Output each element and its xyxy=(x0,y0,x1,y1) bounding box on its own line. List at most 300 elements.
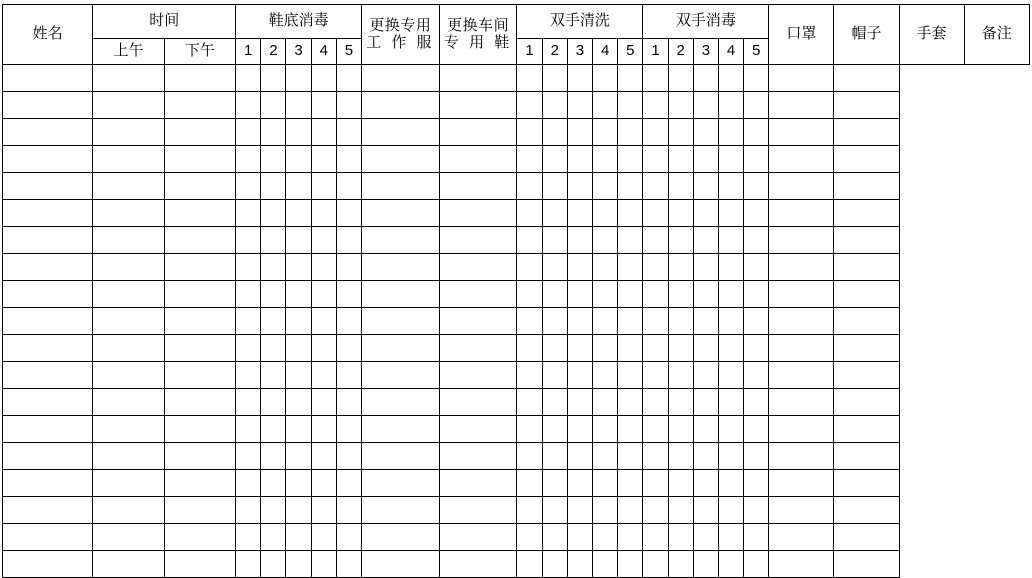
table-cell[interactable] xyxy=(693,389,718,416)
table-cell[interactable] xyxy=(643,146,668,173)
table-cell[interactable] xyxy=(517,281,542,308)
table-cell[interactable] xyxy=(3,119,93,146)
table-cell[interactable] xyxy=(693,65,718,92)
table-cell[interactable] xyxy=(93,470,164,497)
table-cell[interactable] xyxy=(517,308,542,335)
table-cell[interactable] xyxy=(517,551,542,578)
table-cell[interactable] xyxy=(336,146,361,173)
table-cell[interactable] xyxy=(567,335,592,362)
table-cell[interactable] xyxy=(311,497,336,524)
table-cell[interactable] xyxy=(236,524,261,551)
table-cell[interactable] xyxy=(164,551,235,578)
table-cell[interactable] xyxy=(593,389,618,416)
table-cell[interactable] xyxy=(311,308,336,335)
table-cell[interactable] xyxy=(439,362,517,389)
table-cell[interactable] xyxy=(286,227,311,254)
table-cell[interactable] xyxy=(236,362,261,389)
table-cell[interactable] xyxy=(164,497,235,524)
table-cell[interactable] xyxy=(668,119,693,146)
table-cell[interactable] xyxy=(593,200,618,227)
table-cell[interactable] xyxy=(618,335,643,362)
table-cell[interactable] xyxy=(744,497,769,524)
table-cell[interactable] xyxy=(93,524,164,551)
table-cell[interactable] xyxy=(693,200,718,227)
table-cell[interactable] xyxy=(261,254,286,281)
table-cell[interactable] xyxy=(439,470,517,497)
table-cell[interactable] xyxy=(164,524,235,551)
table-cell[interactable] xyxy=(93,551,164,578)
table-cell[interactable] xyxy=(236,551,261,578)
table-cell[interactable] xyxy=(311,146,336,173)
table-cell[interactable] xyxy=(744,335,769,362)
table-cell[interactable] xyxy=(439,416,517,443)
table-cell[interactable] xyxy=(618,65,643,92)
table-cell[interactable] xyxy=(517,335,542,362)
table-cell[interactable] xyxy=(542,443,567,470)
table-cell[interactable] xyxy=(769,146,834,173)
table-cell[interactable] xyxy=(769,173,834,200)
table-cell[interactable] xyxy=(769,335,834,362)
table-cell[interactable] xyxy=(286,524,311,551)
table-cell[interactable] xyxy=(618,362,643,389)
table-cell[interactable] xyxy=(744,281,769,308)
table-cell[interactable] xyxy=(164,389,235,416)
table-cell[interactable] xyxy=(769,551,834,578)
table-cell[interactable] xyxy=(769,389,834,416)
table-cell[interactable] xyxy=(834,416,899,443)
table-cell[interactable] xyxy=(236,254,261,281)
table-cell[interactable] xyxy=(693,443,718,470)
table-cell[interactable] xyxy=(3,65,93,92)
table-cell[interactable] xyxy=(164,146,235,173)
table-cell[interactable] xyxy=(542,335,567,362)
table-cell[interactable] xyxy=(718,497,743,524)
table-cell[interactable] xyxy=(261,200,286,227)
table-cell[interactable] xyxy=(362,119,440,146)
table-cell[interactable] xyxy=(542,173,567,200)
table-cell[interactable] xyxy=(517,65,542,92)
table-cell[interactable] xyxy=(3,335,93,362)
table-cell[interactable] xyxy=(567,389,592,416)
table-cell[interactable] xyxy=(542,497,567,524)
table-cell[interactable] xyxy=(336,470,361,497)
table-cell[interactable] xyxy=(336,65,361,92)
table-cell[interactable] xyxy=(3,146,93,173)
table-cell[interactable] xyxy=(336,308,361,335)
table-cell[interactable] xyxy=(744,119,769,146)
table-cell[interactable] xyxy=(286,146,311,173)
table-cell[interactable] xyxy=(567,551,592,578)
table-cell[interactable] xyxy=(744,470,769,497)
table-cell[interactable] xyxy=(618,416,643,443)
table-cell[interactable] xyxy=(164,335,235,362)
table-cell[interactable] xyxy=(164,92,235,119)
table-row[interactable] xyxy=(3,200,1030,227)
table-cell[interactable] xyxy=(236,389,261,416)
table-cell[interactable] xyxy=(834,443,899,470)
table-cell[interactable] xyxy=(643,119,668,146)
table-cell[interactable] xyxy=(718,416,743,443)
table-cell[interactable] xyxy=(286,443,311,470)
table-cell[interactable] xyxy=(693,470,718,497)
table-row[interactable] xyxy=(3,281,1030,308)
table-cell[interactable] xyxy=(362,362,440,389)
table-cell[interactable] xyxy=(439,308,517,335)
table-cell[interactable] xyxy=(834,281,899,308)
table-cell[interactable] xyxy=(668,551,693,578)
table-cell[interactable] xyxy=(336,551,361,578)
table-cell[interactable] xyxy=(3,443,93,470)
table-cell[interactable] xyxy=(93,416,164,443)
table-cell[interactable] xyxy=(3,470,93,497)
table-cell[interactable] xyxy=(618,227,643,254)
table-cell[interactable] xyxy=(93,389,164,416)
table-cell[interactable] xyxy=(593,524,618,551)
table-cell[interactable] xyxy=(643,416,668,443)
table-cell[interactable] xyxy=(769,281,834,308)
table-row[interactable] xyxy=(3,146,1030,173)
table-cell[interactable] xyxy=(668,470,693,497)
table-cell[interactable] xyxy=(336,173,361,200)
table-cell[interactable] xyxy=(718,146,743,173)
table-cell[interactable] xyxy=(236,65,261,92)
table-cell[interactable] xyxy=(517,173,542,200)
table-cell[interactable] xyxy=(439,227,517,254)
table-cell[interactable] xyxy=(567,92,592,119)
table-cell[interactable] xyxy=(261,65,286,92)
table-cell[interactable] xyxy=(744,308,769,335)
table-cell[interactable] xyxy=(3,362,93,389)
table-cell[interactable] xyxy=(769,362,834,389)
table-cell[interactable] xyxy=(744,146,769,173)
table-cell[interactable] xyxy=(311,200,336,227)
table-cell[interactable] xyxy=(286,173,311,200)
table-row[interactable] xyxy=(3,227,1030,254)
table-cell[interactable] xyxy=(769,200,834,227)
table-cell[interactable] xyxy=(236,200,261,227)
table-cell[interactable] xyxy=(517,227,542,254)
table-cell[interactable] xyxy=(834,470,899,497)
table-cell[interactable] xyxy=(744,200,769,227)
table-cell[interactable] xyxy=(567,146,592,173)
table-cell[interactable] xyxy=(643,173,668,200)
table-cell[interactable] xyxy=(668,173,693,200)
table-cell[interactable] xyxy=(643,65,668,92)
table-row[interactable] xyxy=(3,362,1030,389)
table-cell[interactable] xyxy=(164,308,235,335)
table-cell[interactable] xyxy=(286,65,311,92)
table-cell[interactable] xyxy=(3,308,93,335)
table-cell[interactable] xyxy=(439,443,517,470)
table-cell[interactable] xyxy=(744,551,769,578)
table-cell[interactable] xyxy=(769,92,834,119)
table-cell[interactable] xyxy=(769,470,834,497)
table-cell[interactable] xyxy=(643,281,668,308)
table-cell[interactable] xyxy=(718,227,743,254)
table-cell[interactable] xyxy=(718,92,743,119)
table-cell[interactable] xyxy=(744,254,769,281)
table-cell[interactable] xyxy=(517,362,542,389)
table-cell[interactable] xyxy=(593,470,618,497)
table-cell[interactable] xyxy=(567,470,592,497)
table-cell[interactable] xyxy=(93,173,164,200)
table-cell[interactable] xyxy=(336,497,361,524)
table-row[interactable] xyxy=(3,92,1030,119)
table-cell[interactable] xyxy=(164,227,235,254)
table-cell[interactable] xyxy=(668,227,693,254)
table-cell[interactable] xyxy=(593,254,618,281)
table-cell[interactable] xyxy=(567,227,592,254)
table-cell[interactable] xyxy=(3,416,93,443)
table-cell[interactable] xyxy=(286,281,311,308)
table-cell[interactable] xyxy=(693,173,718,200)
table-cell[interactable] xyxy=(542,551,567,578)
table-cell[interactable] xyxy=(668,497,693,524)
table-cell[interactable] xyxy=(769,416,834,443)
table-cell[interactable] xyxy=(439,497,517,524)
table-cell[interactable] xyxy=(3,200,93,227)
table-cell[interactable] xyxy=(593,443,618,470)
table-cell[interactable] xyxy=(3,281,93,308)
table-cell[interactable] xyxy=(542,281,567,308)
table-cell[interactable] xyxy=(567,200,592,227)
table-cell[interactable] xyxy=(286,416,311,443)
table-cell[interactable] xyxy=(517,119,542,146)
table-cell[interactable] xyxy=(3,524,93,551)
table-cell[interactable] xyxy=(769,119,834,146)
table-cell[interactable] xyxy=(593,119,618,146)
table-cell[interactable] xyxy=(693,146,718,173)
table-cell[interactable] xyxy=(693,551,718,578)
table-cell[interactable] xyxy=(517,470,542,497)
table-cell[interactable] xyxy=(643,200,668,227)
table-cell[interactable] xyxy=(593,335,618,362)
table-cell[interactable] xyxy=(693,227,718,254)
table-cell[interactable] xyxy=(286,200,311,227)
table-cell[interactable] xyxy=(286,362,311,389)
table-cell[interactable] xyxy=(93,443,164,470)
table-cell[interactable] xyxy=(593,281,618,308)
table-cell[interactable] xyxy=(618,308,643,335)
table-cell[interactable] xyxy=(542,524,567,551)
table-cell[interactable] xyxy=(261,146,286,173)
table-cell[interactable] xyxy=(362,65,440,92)
table-cell[interactable] xyxy=(668,254,693,281)
table-cell[interactable] xyxy=(362,416,440,443)
table-cell[interactable] xyxy=(362,146,440,173)
table-cell[interactable] xyxy=(769,497,834,524)
table-cell[interactable] xyxy=(164,470,235,497)
table-row[interactable] xyxy=(3,524,1030,551)
table-cell[interactable] xyxy=(718,119,743,146)
table-cell[interactable] xyxy=(362,200,440,227)
table-cell[interactable] xyxy=(618,146,643,173)
table-cell[interactable] xyxy=(718,200,743,227)
table-cell[interactable] xyxy=(718,281,743,308)
table-cell[interactable] xyxy=(542,254,567,281)
table-cell[interactable] xyxy=(618,173,643,200)
table-cell[interactable] xyxy=(593,551,618,578)
table-cell[interactable] xyxy=(542,308,567,335)
table-cell[interactable] xyxy=(618,443,643,470)
table-cell[interactable] xyxy=(643,254,668,281)
table-cell[interactable] xyxy=(618,524,643,551)
table-cell[interactable] xyxy=(286,335,311,362)
table-cell[interactable] xyxy=(286,119,311,146)
table-row[interactable] xyxy=(3,308,1030,335)
table-cell[interactable] xyxy=(693,362,718,389)
table-cell[interactable] xyxy=(668,65,693,92)
table-cell[interactable] xyxy=(93,362,164,389)
table-cell[interactable] xyxy=(439,173,517,200)
table-cell[interactable] xyxy=(567,443,592,470)
table-cell[interactable] xyxy=(261,497,286,524)
table-cell[interactable] xyxy=(618,497,643,524)
table-cell[interactable] xyxy=(693,335,718,362)
table-cell[interactable] xyxy=(718,65,743,92)
table-cell[interactable] xyxy=(834,227,899,254)
table-cell[interactable] xyxy=(668,524,693,551)
table-cell[interactable] xyxy=(336,335,361,362)
table-cell[interactable] xyxy=(336,524,361,551)
table-cell[interactable] xyxy=(567,281,592,308)
table-cell[interactable] xyxy=(93,335,164,362)
table-cell[interactable] xyxy=(236,443,261,470)
table-cell[interactable] xyxy=(164,443,235,470)
table-cell[interactable] xyxy=(744,173,769,200)
table-cell[interactable] xyxy=(362,524,440,551)
table-cell[interactable] xyxy=(668,335,693,362)
table-cell[interactable] xyxy=(336,254,361,281)
table-cell[interactable] xyxy=(311,551,336,578)
table-cell[interactable] xyxy=(593,173,618,200)
table-cell[interactable] xyxy=(236,308,261,335)
table-cell[interactable] xyxy=(593,227,618,254)
table-cell[interactable] xyxy=(618,551,643,578)
table-cell[interactable] xyxy=(567,119,592,146)
table-cell[interactable] xyxy=(311,227,336,254)
table-cell[interactable] xyxy=(643,227,668,254)
table-cell[interactable] xyxy=(336,389,361,416)
table-cell[interactable] xyxy=(744,92,769,119)
table-row[interactable] xyxy=(3,335,1030,362)
table-cell[interactable] xyxy=(286,551,311,578)
table-cell[interactable] xyxy=(618,281,643,308)
table-cell[interactable] xyxy=(517,146,542,173)
table-cell[interactable] xyxy=(769,254,834,281)
table-cell[interactable] xyxy=(593,65,618,92)
table-cell[interactable] xyxy=(286,92,311,119)
table-cell[interactable] xyxy=(164,173,235,200)
table-cell[interactable] xyxy=(834,254,899,281)
table-cell[interactable] xyxy=(643,443,668,470)
table-cell[interactable] xyxy=(718,551,743,578)
table-cell[interactable] xyxy=(567,254,592,281)
table-cell[interactable] xyxy=(261,524,286,551)
table-cell[interactable] xyxy=(362,497,440,524)
table-cell[interactable] xyxy=(236,227,261,254)
table-row[interactable] xyxy=(3,119,1030,146)
table-cell[interactable] xyxy=(668,200,693,227)
table-cell[interactable] xyxy=(593,308,618,335)
table-cell[interactable] xyxy=(311,65,336,92)
table-cell[interactable] xyxy=(618,470,643,497)
table-cell[interactable] xyxy=(618,92,643,119)
table-cell[interactable] xyxy=(643,524,668,551)
table-cell[interactable] xyxy=(311,173,336,200)
table-cell[interactable] xyxy=(93,308,164,335)
table-cell[interactable] xyxy=(718,308,743,335)
table-row[interactable] xyxy=(3,551,1030,578)
table-cell[interactable] xyxy=(362,443,440,470)
table-cell[interactable] xyxy=(93,119,164,146)
table-cell[interactable] xyxy=(567,497,592,524)
table-cell[interactable] xyxy=(693,92,718,119)
table-cell[interactable] xyxy=(542,119,567,146)
table-cell[interactable] xyxy=(744,65,769,92)
table-cell[interactable] xyxy=(164,200,235,227)
table-cell[interactable] xyxy=(718,335,743,362)
table-cell[interactable] xyxy=(336,362,361,389)
table-cell[interactable] xyxy=(744,443,769,470)
table-cell[interactable] xyxy=(834,308,899,335)
table-cell[interactable] xyxy=(643,389,668,416)
table-cell[interactable] xyxy=(834,551,899,578)
table-cell[interactable] xyxy=(362,173,440,200)
table-cell[interactable] xyxy=(618,200,643,227)
table-cell[interactable] xyxy=(693,119,718,146)
table-cell[interactable] xyxy=(567,362,592,389)
table-cell[interactable] xyxy=(834,65,899,92)
table-cell[interactable] xyxy=(311,416,336,443)
table-cell[interactable] xyxy=(517,443,542,470)
table-cell[interactable] xyxy=(362,281,440,308)
table-cell[interactable] xyxy=(439,389,517,416)
table-row[interactable] xyxy=(3,65,1030,92)
table-cell[interactable] xyxy=(362,470,440,497)
table-cell[interactable] xyxy=(769,65,834,92)
table-cell[interactable] xyxy=(236,92,261,119)
table-cell[interactable] xyxy=(542,92,567,119)
table-cell[interactable] xyxy=(517,200,542,227)
table-cell[interactable] xyxy=(439,92,517,119)
table-cell[interactable] xyxy=(3,254,93,281)
table-cell[interactable] xyxy=(517,416,542,443)
table-cell[interactable] xyxy=(567,65,592,92)
table-cell[interactable] xyxy=(439,335,517,362)
table-cell[interactable] xyxy=(93,92,164,119)
table-cell[interactable] xyxy=(618,119,643,146)
table-cell[interactable] xyxy=(311,524,336,551)
table-cell[interactable] xyxy=(439,65,517,92)
table-cell[interactable] xyxy=(362,335,440,362)
table-cell[interactable] xyxy=(3,92,93,119)
table-row[interactable] xyxy=(3,416,1030,443)
table-cell[interactable] xyxy=(261,281,286,308)
table-cell[interactable] xyxy=(286,470,311,497)
table-cell[interactable] xyxy=(261,443,286,470)
table-cell[interactable] xyxy=(439,146,517,173)
table-cell[interactable] xyxy=(3,389,93,416)
table-cell[interactable] xyxy=(286,254,311,281)
table-cell[interactable] xyxy=(311,119,336,146)
table-cell[interactable] xyxy=(593,362,618,389)
table-cell[interactable] xyxy=(311,362,336,389)
table-cell[interactable] xyxy=(593,92,618,119)
table-cell[interactable] xyxy=(93,497,164,524)
table-cell[interactable] xyxy=(668,416,693,443)
table-cell[interactable] xyxy=(236,470,261,497)
